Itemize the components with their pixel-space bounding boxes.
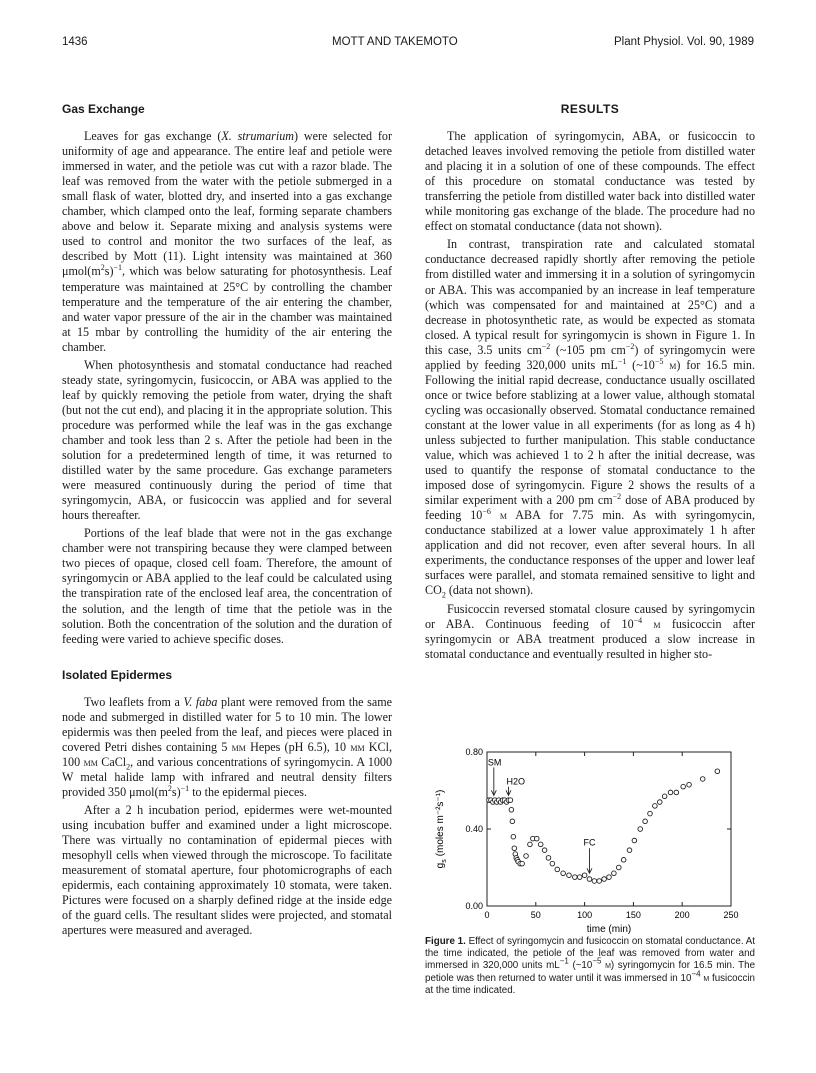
data-point — [607, 875, 612, 880]
data-point — [668, 790, 673, 795]
data-point — [573, 875, 578, 880]
journal-citation: Plant Physiol. Vol. 90, 1989 — [613, 36, 754, 48]
paragraph: Fusicoccin reversed stomatal closure caused by syringomycin or ABA. Continuous feeding of $10^{-4}$ m fusicoccin after syringomycin or ABA treatment produced a slow increase in stomatal conductance and eventually resulted in higher sto- — [425, 601, 755, 661]
running-authors: MOTT AND TAKEMOTO — [332, 36, 458, 48]
x-tick-label: 150 — [625, 910, 641, 920]
page-number: 1436 — [62, 36, 88, 48]
data-point — [616, 865, 621, 870]
x-tick-label: 0 — [484, 910, 490, 920]
data-point — [567, 873, 572, 878]
data-point — [687, 782, 692, 787]
data-point — [534, 836, 539, 841]
paragraph: After a 2 h incubation period, epidermes were wet-mounted using incubation buffer and examined under a light microscope. There was virtually no contamination of epidermal pieces with mesophyll cells when viewed through the microscope. To facilitate measurement of stomatal aperture, four photomicrographs of each epidermis, each containing approximately 10 stomata, were taken. Pictures were focused on a sharply defined ridge at the inside edge of the guard cells. The resultant slides were projected, and stomatal apertures were measured and averaged. — [62, 803, 392, 938]
x-tick-label: 100 — [577, 910, 593, 920]
data-point — [546, 856, 551, 861]
paragraph: When photosynthesis and stomatal conductance had reached steady state, syringomycin, fusicoccin, or ABA was applied to the leaf by quickly removing the petiole from water, drying the shaft (but not the cut end), and placing it in the appropriate solution. This procedure was performed while the leaf was in the gas exchange chamber and took less than 2 s. After the petiole had been in the solution for a predetermined length of time, it was returned to distilled water by the same procedure. Gas exchange parameters were measured continuously during the period of time that syringomycin, ABA, or fusicoccin was applied and for several hours thereafter. — [62, 357, 392, 523]
data-point — [577, 875, 582, 880]
data-point — [550, 861, 555, 866]
x-tick-label: 50 — [530, 910, 541, 920]
data-point — [674, 790, 679, 795]
data-point — [643, 819, 648, 824]
data-point — [520, 861, 525, 866]
paragraph: Two leaflets from a V. faba plant were removed from the same node and submerged in distilled water for 5 to 10 min. The lower epidermis was then peeled from the leaf, and pieces were placed in covered Petri dishes containing 5 mm Hepes (pH 6.5), 10 mm KCl, 100 μm CaCl$_2$, and various concentrations of syringomycin. A 1000 W metal halide lamp with infrared and neutral density filters provided 350 $\mu mol(m^2s)^{-1}$ to the epidermal pieces. — [62, 694, 393, 799]
data-point — [587, 877, 592, 882]
data-point — [657, 800, 662, 805]
section-title-isolated-epidermes: Isolated Epidermes — [62, 667, 173, 682]
x-tick-label: 200 — [674, 910, 690, 920]
data-point — [627, 848, 632, 853]
data-point — [592, 879, 597, 884]
paragraph: In contrast, transpiration rate and calculated stomatal conductance decreased rapidly shortly after removing the petiole from distilled water and immersing it in a solution of syringomycin or ABA. This was accompanied by an increase in leaf temperature (which was compensated for and maintained at 25°C) and a decrease in photosynthetic rate, as would be expected as stomata closed. A typical result for syringomycin is shown in Figure 1. In this case, 3.5 units $cm^{-2}$ (~105 pm $cm^{-2}$) of syringomycin were applied by feeding 320,000 units $mL^{-1}$ ($\sim 10^{-5}$ m) for 16.5 min. Following the initial rapid decrease, conductance usually oscillated once or twice before stablizing at a lower value, although stomatal cycling was occasionally observed. Stomatal conductance remained constant at the lower value in all experiments (for as long as 4 h) unless subjected to further manipulation. This stable conductance value, which was achieved 1 to 2 h after the initial decrease, was used to quantify the response of stomatal conductance to the imposed dose of syringomycin. Figure 2 shows the results of a similar experiment with a 200 pm $cm^{-2}$ dose of ABA produced by feeding $10^{-6}$ m ABA for 7.75 min. As with syringomycin, conductance stabilized at a lower value approximately 1 h after application and did not recover, even after several hours. In all experiments, the conductance responses of the upper and lower leaf surfaces were parallel, and stomata remained sensitive to light and $CO_2$ (data not shown). — [425, 237, 756, 600]
data-point — [612, 871, 617, 876]
y-tick-label: 0.00 — [465, 901, 483, 911]
data-point — [700, 777, 705, 782]
data-point — [648, 811, 653, 816]
figure-1 — [425, 746, 755, 936]
annotation-label: H2O — [506, 776, 525, 787]
data-point — [597, 879, 602, 884]
figure-1-caption: Figure 1. Effect of syringomycin and fusicoccin on stomatal conductance. At the time indicated, the petiole of the leaf was removed from water and immersed in 320,000 units $mL^{-1}$ ($\sim 10^{-5}$ m) syringomycin for 16.5 min. The petiole was then returned to water until it was immersed in $10^{-4}$ m fusicoccin at the time indicated. — [425, 936, 756, 996]
data-point — [511, 834, 516, 839]
annotation-label: FC — [583, 837, 596, 848]
data-point — [632, 838, 637, 843]
data-point — [561, 871, 566, 876]
data-point — [638, 827, 643, 832]
paragraph: Leaves for gas exchange (X. strumarium) were selected for uniformity of age and appearance. The entire leaf and petiole were immersed in water, and the petiole was cut with a razor blade. The leaf was removed from the water with the petiole submerged in a small flask of water, blotted dry, and inserted into a gas exchange chamber, which clamped onto the leaf, forming separate chambers above and below it. Separate mixing and analysis systems were used to control and monitor the two surfaces of the leaf, as described by Mott (11). Light intensity was maintained at 360 $\mu mol(m^2s)^{-1}$, which was below saturating for photosynthesis. Leaf temperature was maintained at 25°C by controlling the chamber temperature and the temperature of the air entering the chamber, and water vapor pressure of the air in the chamber was maintained at 15 mbar by controlling the humidity of the air entering the chamber. — [62, 129, 393, 354]
plot-frame — [487, 752, 731, 906]
data-point — [582, 873, 587, 878]
y-tick-label: 0.80 — [465, 747, 483, 757]
left-column — [62, 102, 392, 941]
y-axis-label: $g_s(moles$ m⁻²s⁻¹) — [435, 789, 448, 869]
data-point — [528, 842, 533, 847]
data-point — [555, 867, 560, 872]
section-title-results: RESULTS — [560, 102, 620, 116]
section-title-gas-exchange: Gas Exchange — [62, 102, 145, 116]
data-point — [715, 769, 720, 774]
page-header — [62, 36, 754, 52]
data-point — [524, 854, 529, 859]
paragraph: Portions of the leaf blade that were not in the gas exchange chamber were not transpiring because they were clamped between two pieces of opaque, closed cell foam. Therefore, the amount of syringomycin or ABA applied to the leaf could be calculated using the transpiration rate of the enclosed leaf area, the concentration of the solution, and the length of time that the petiole was in the solution. Both the concentration of the solution and the duration of feeding were varied to achieve specific doses. — [62, 526, 392, 646]
data-point — [653, 804, 658, 809]
data-point — [508, 798, 513, 803]
data-point — [512, 846, 517, 851]
data-point — [538, 842, 543, 847]
data-point — [602, 877, 607, 882]
paragraph: The application of syringomycin, ABA, or fusicoccin to detached leaves involved removing the petiole from distilled water and placing it in a solution of one of these compounds. The effect of this procedure on stomatal conductance was tested by transferring the petiole from distilled water back into distilled water while monitoring gas exchange of the blade. The procedure had no effect on stomatal conductance (data not shown). — [425, 129, 755, 234]
data-point — [509, 807, 514, 812]
data-point — [510, 819, 515, 824]
x-axis-label: time (min) — [586, 924, 632, 935]
figure-1-chart — [425, 746, 755, 936]
data-point — [681, 784, 686, 789]
data-point — [621, 858, 626, 863]
data-point — [542, 848, 547, 853]
right-column — [425, 102, 755, 665]
x-tick-label: 250 — [723, 910, 739, 920]
y-tick-label: 0.40 — [465, 824, 483, 834]
data-point — [662, 794, 667, 799]
annotation-label: SM — [487, 757, 502, 768]
